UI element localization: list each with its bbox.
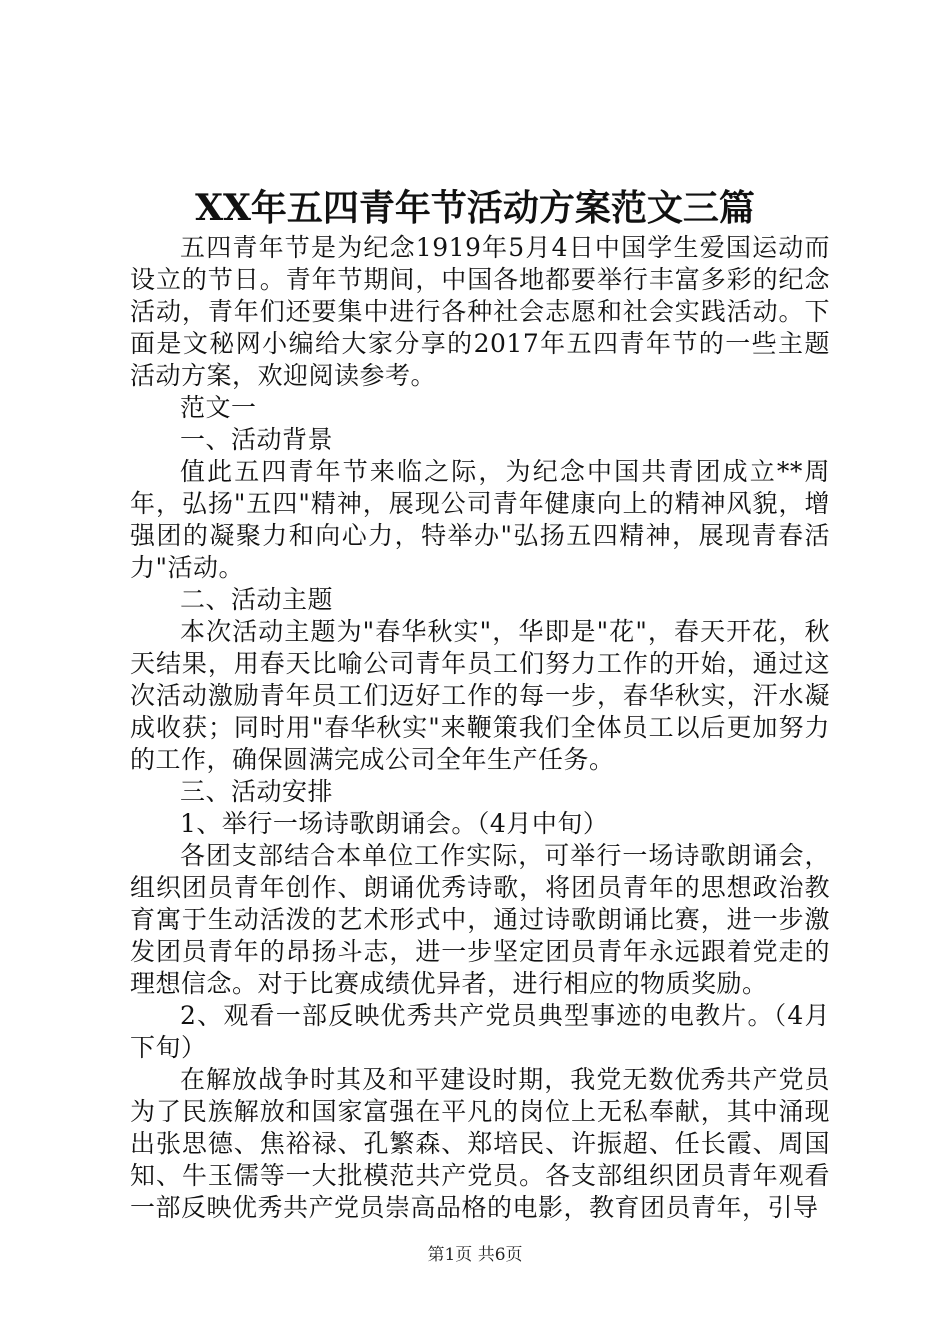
arrangement-item-1-paragraph: 各团支部结合本单位工作实际，可举行一场诗歌朗诵会，组织团员青年创作、朗诵优秀诗歌，将团员青年的思想政治教育寓于生动活泼的艺术形式中，通过诗歌朗诵比赛，进一步激发团员青年的昂扬斗志，进一步坚定团员青年永远跟着党走的理想信念。对于比赛成绩优异者，进行相应的物质奖励。 (130, 841, 830, 998)
section-heading-arrangement: 三、活动安排 (180, 777, 334, 806)
page-footer: 第1页 共6页 (427, 1245, 523, 1265)
section-heading-theme: 二、活动主题 (180, 585, 334, 614)
sample-heading: 范文一 (180, 393, 257, 422)
arrangement-item-2-paragraph: 在解放战争时其及和平建设时期，我党无数优秀共产党员为了民族解放和国家富强在平凡的岗位上无私奉献，其中涌现出张思德、焦裕禄、孔繁森、郑培民、许振超、任长霞、周国知、牛玉儒等一大批模范共产党员。各支部组织团员青年观看一部反映优秀共产党员崇高品格的电影，教育团员青年，引导 (130, 1065, 830, 1222)
arrangement-item-1-heading: 1、举行一场诗歌朗诵会。（4月中旬） (180, 809, 609, 838)
document-title: XX年五四青年节活动方案范文三篇 (195, 187, 755, 229)
arrangement-item-2-heading: 2、观看一部反映优秀共产党员典型事迹的电教片。（4月下旬） (130, 1001, 830, 1062)
document-body (130, 232, 830, 1224)
section-heading-background: 一、活动背景 (180, 425, 334, 454)
intro-paragraph: 五四青年节是为纪念1919年5月4日中国学生爱国运动而设立的节日。青年节期间，中国各地都要举行丰富多彩的纪念活动，青年们还要集中进行各种社会志愿和社会实践活动。下面是文秘网小编给大家分享的2017年五四青年节的一些主题活动方案，欢迎阅读参考。 (130, 233, 830, 390)
theme-paragraph: 本次活动主题为"春华秋实"，华即是"花"，春天开花，秋天结果，用春天比喻公司青年员工们努力工作的开始，通过这次活动激励青年员工们迈好工作的每一步，春华秋实，汗水凝成收获；同时用"春华秋实"来鞭策我们全体员工以后更加努力的工作，确保圆满完成公司全年生产任务。 (130, 617, 830, 774)
background-paragraph: 值此五四青年节来临之际，为纪念中国共青团成立**周年，弘扬"五四"精神，展现公司青年健康向上的精神风貌，增强团的凝聚力和向心力，特举办"弘扬五四精神，展现青春活力"活动。 (130, 457, 830, 582)
